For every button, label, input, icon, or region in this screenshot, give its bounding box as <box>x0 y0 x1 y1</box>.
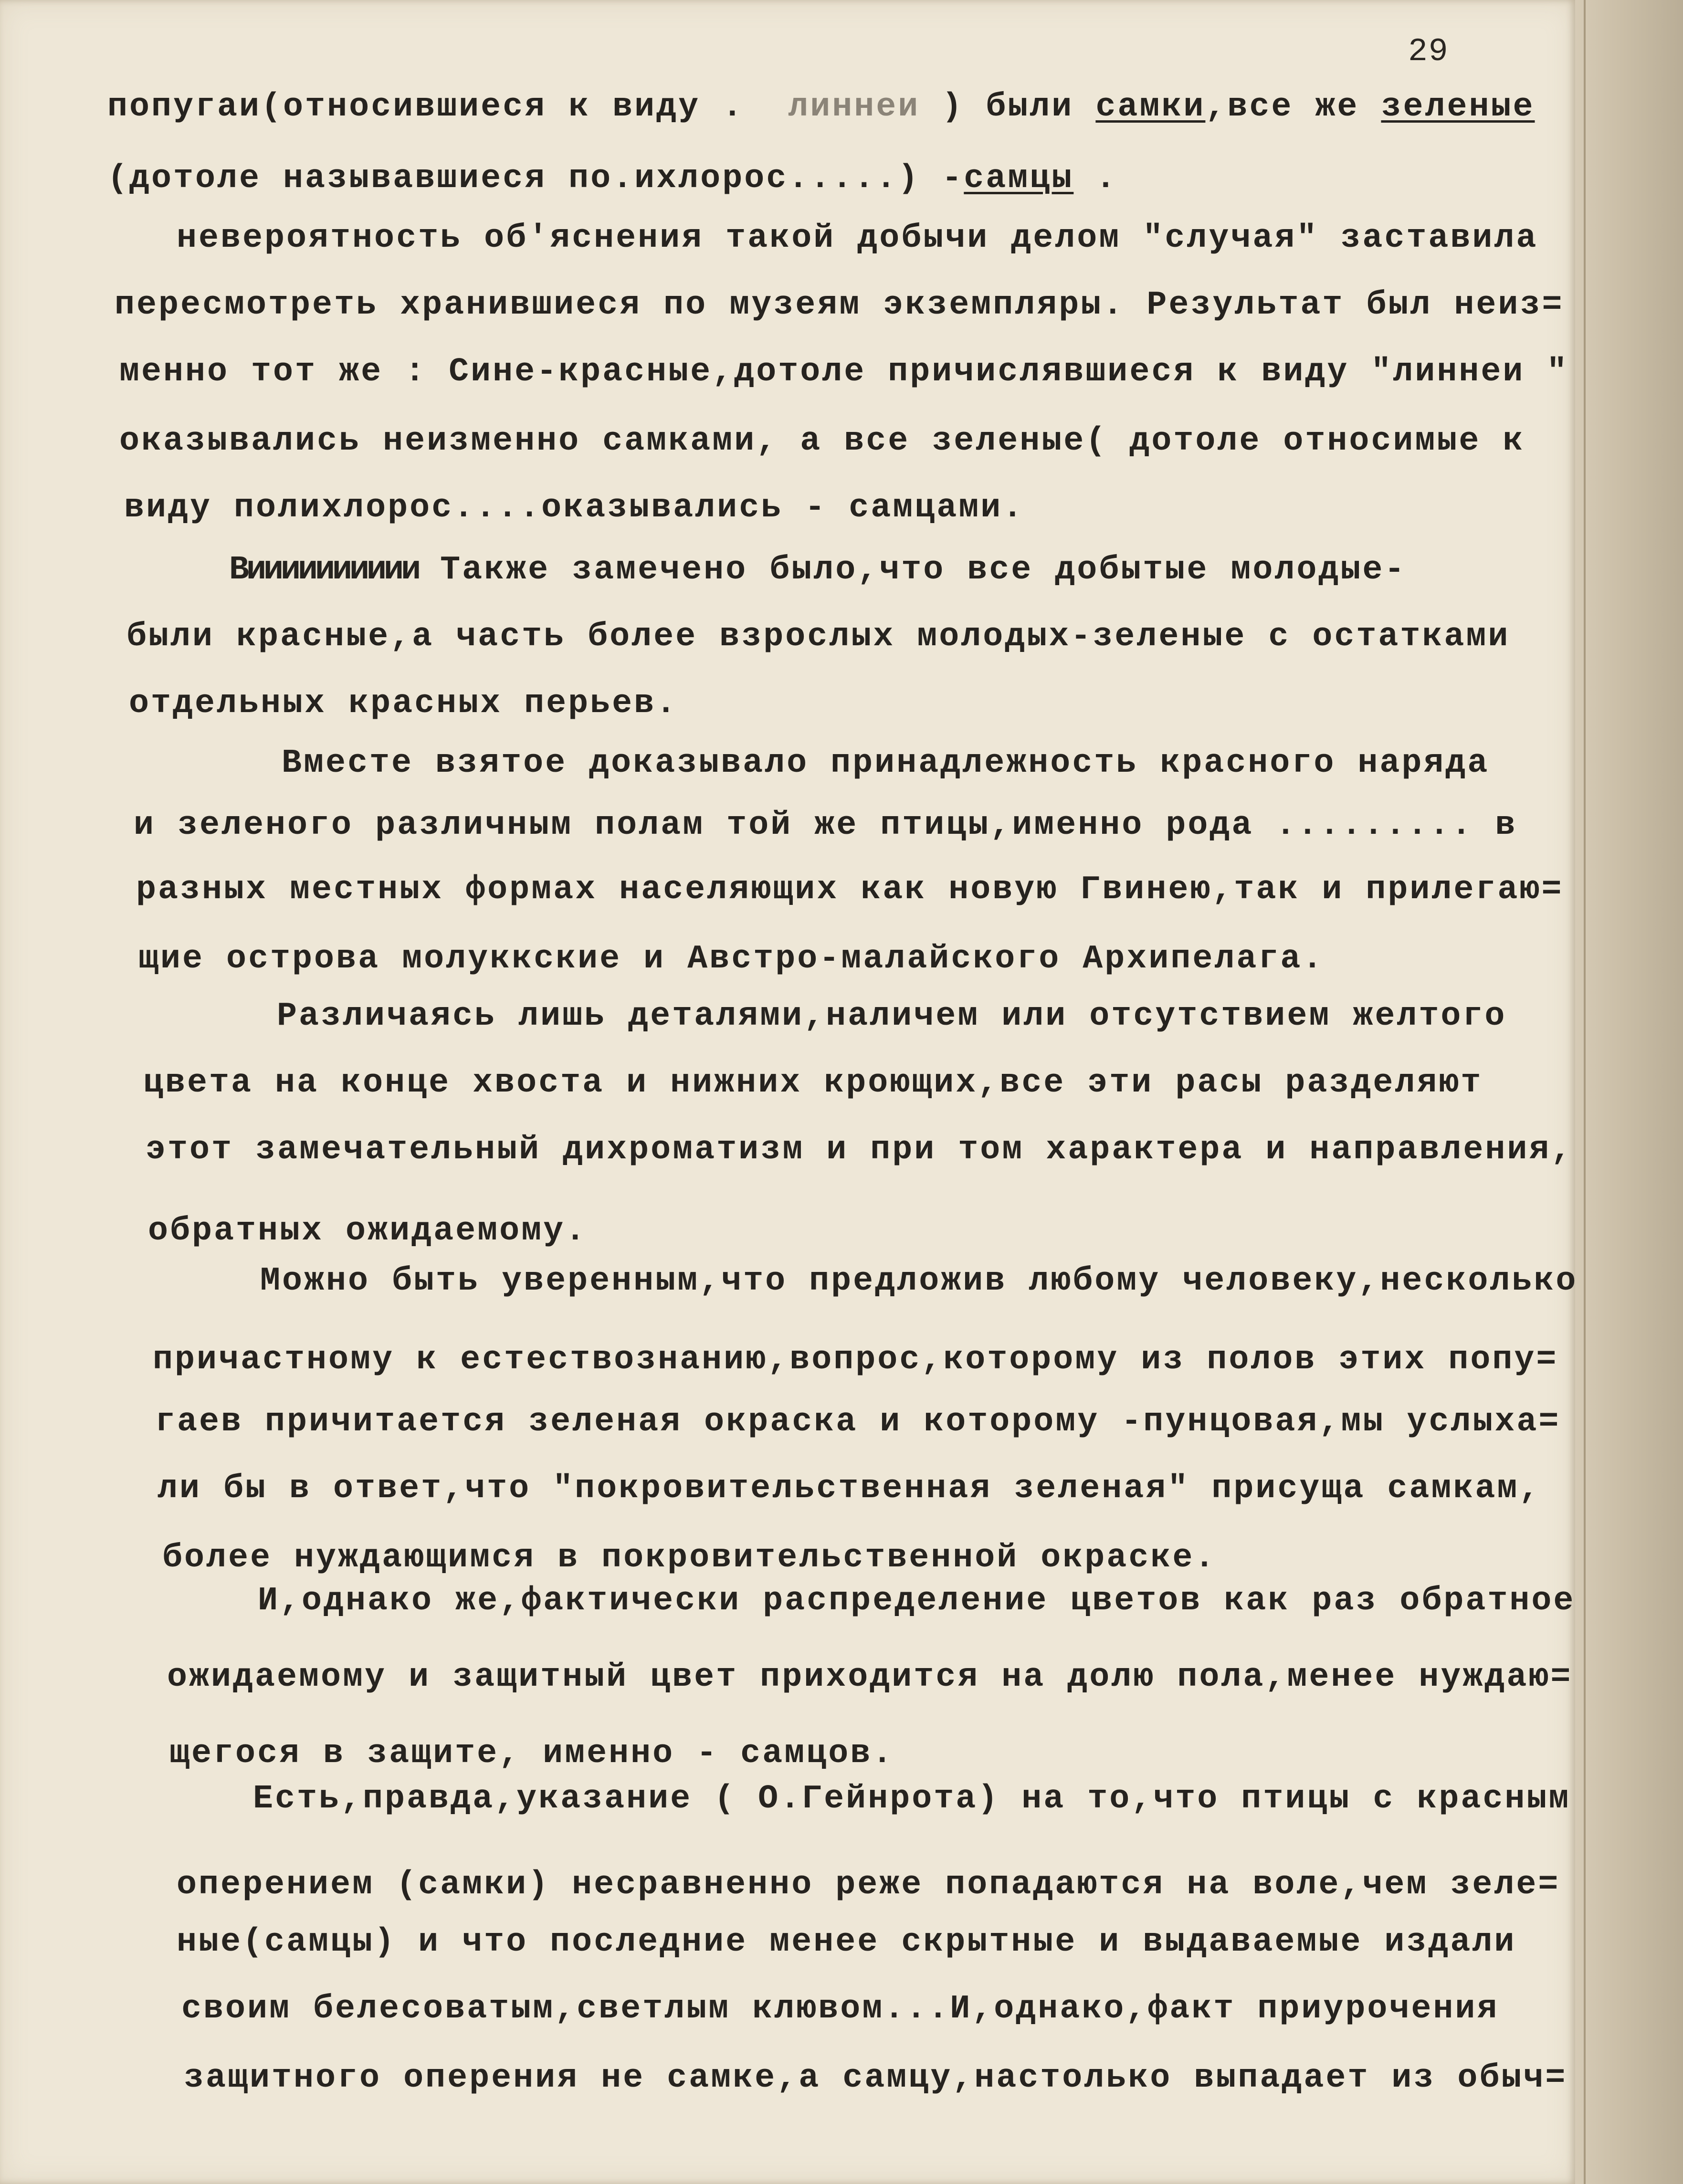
text-line-4: пересмотреть хранившиеся по музеям экземпляры. Результат был неиз= <box>115 286 1564 324</box>
text-line-22: ли бы в ответ,что "покровительственная зеленая" присуща самкам, <box>158 1470 1541 1508</box>
faint-word: линнеи <box>788 88 920 126</box>
text-line-16: цвета на конце хвоста и нижних кроющих,все эти расы разделяют <box>143 1064 1483 1102</box>
text-line-28: оперением (самки) несравненно реже попадаются на воле,чем зеле= <box>177 1866 1560 1904</box>
text-line-10: отдельных красных перьев. <box>129 685 678 723</box>
page-edge-line <box>1584 0 1586 2184</box>
text-line-15: Различаясь лишь деталями,наличем или отсутствием желтого <box>277 998 1507 1035</box>
text-line-27: Есть,правда,указание ( О.Гейнрота) на то,что птицы с красным <box>253 1780 1571 1818</box>
page-number: 29 <box>1408 33 1449 70</box>
struck-over-text: Вииииииииии <box>229 551 419 589</box>
underlined-word: самки <box>1095 88 1206 126</box>
text-line-14: щие острова молуккские и Австро-малайского Архипелага. <box>138 940 1325 978</box>
underlined-word: самцы <box>964 160 1074 198</box>
text-segment: ) были <box>920 88 1096 126</box>
text-line-18: обратных ожидаемому. <box>148 1212 588 1250</box>
text-line-31: защитного оперения не самке,а самцу,настолько выпадает из обыч= <box>184 2059 1567 2097</box>
text-line-7: виду полихлорос....оказывались - самцами. <box>124 489 1025 527</box>
text-line-2 <box>107 162 1117 196</box>
text-line-3: невероятность об'яснения такой добычи делом "случая" заставила <box>177 220 1538 257</box>
text-line-5: менно тот же : Сине-красные,дотоле причислявшиеся к виду "линнеи " <box>119 353 1569 391</box>
text-line-12: и зеленого различным полам той же птицы,именно рода ......... в <box>134 807 1517 844</box>
text-line-11: Вместе взятое доказывало принадлежность красного наряда <box>282 745 1490 782</box>
text-line-13: разных местных формах населяющих как новую Гвинею,так и прилегаю= <box>136 871 1564 909</box>
text-segment: ,все же <box>1205 88 1381 126</box>
text-line-8 <box>229 551 1407 589</box>
text-line-21: гаев причитается зеленая окраска и которому -пунцовая,мы услыха= <box>155 1403 1561 1441</box>
text-segment: . <box>1073 160 1118 198</box>
text-segment: (дотоле называвшиеся по.ихлорос.....) - <box>107 160 964 198</box>
text-line-1 <box>107 88 1535 126</box>
text-line-23: более нуждающимся в покровительственной окраске. <box>162 1539 1217 1577</box>
text-line-25: ожидаемому и защитный цвет приходится на долю пола,менее нуждаю= <box>167 1659 1573 1696</box>
text-line-9: были красные,а часть более взрослых молодых-зеленые с остатками <box>126 618 1510 656</box>
text-segment: Также замечено было,что все добытые молодые- <box>418 551 1407 589</box>
text-line-26: щегося в защите, именно - самцов. <box>169 1735 894 1773</box>
text-line-30: своим белесоватым,светлым клювом...И,однако,факт приурочения <box>181 1990 1499 2028</box>
text-line-6: оказывались неизменно самками, а все зеленые( дотоле относимые к <box>119 422 1525 460</box>
text-line-29: ные(самцы) и что последние менее скрытные и выдаваемые издали <box>177 1923 1516 1961</box>
text-line-19: Можно быть уверенным,что предложив любому человеку,несколько <box>260 1262 1578 1300</box>
page-edge <box>1575 0 1683 2184</box>
underlined-word: зеленые <box>1381 88 1535 126</box>
text-line-20: причастному к естествознанию,вопрос,которому из полов этих попу= <box>153 1341 1558 1379</box>
text-line-24: И,однако же,фактически распределение цветов как раз обратное <box>258 1582 1576 1620</box>
text-line-17: этот замечательный дихроматизм и при том характера и направления, <box>146 1131 1573 1169</box>
text-segment: попугаи(относившиеся к виду . <box>107 88 789 126</box>
